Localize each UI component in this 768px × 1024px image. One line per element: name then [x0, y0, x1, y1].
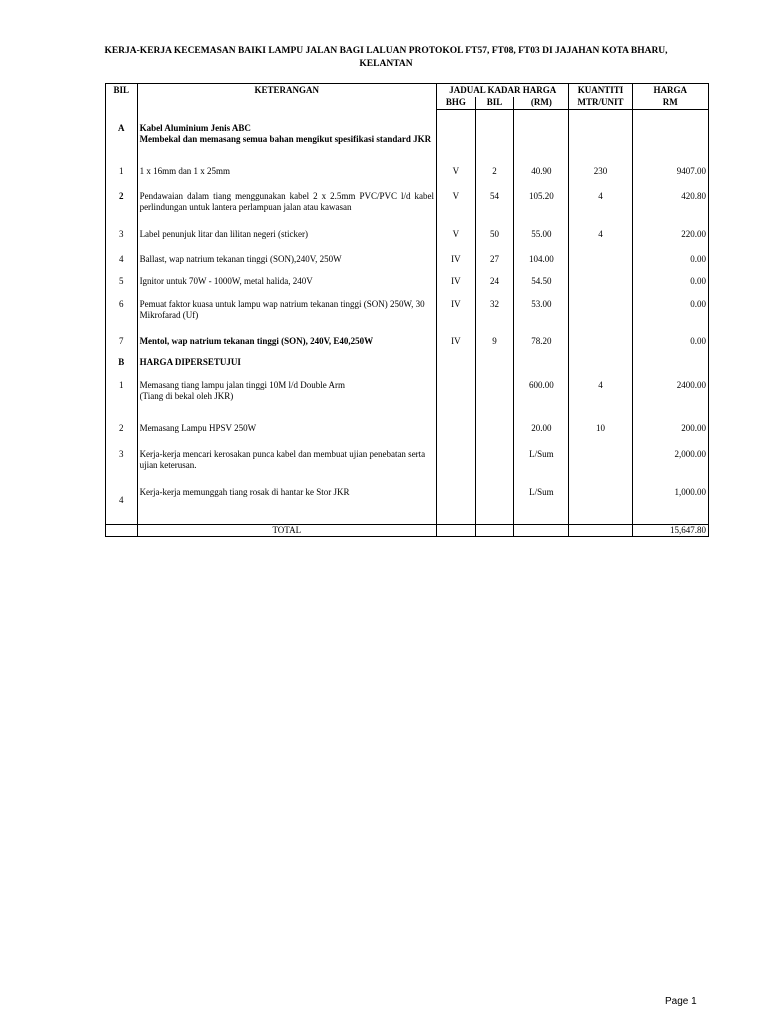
- row-bhg: IV: [437, 269, 476, 291]
- row-quantity: [569, 291, 632, 329]
- row-description: Kerja-kerja mencari kerosakan punca kabel dan membuat ujian penebatan serta ujian keterusan.: [137, 440, 436, 485]
- header-harga-rm: RM: [632, 97, 708, 110]
- row-rate: L/Sum: [514, 440, 569, 485]
- table-row: [106, 269, 709, 291]
- row-rate: 105.20: [514, 181, 569, 221]
- row-quantity: [569, 440, 632, 485]
- header-bil: BIL: [106, 84, 138, 110]
- row-amount: 0.00: [632, 244, 708, 269]
- row-quantity: 4: [569, 221, 632, 244]
- row-bhg: IV: [437, 329, 476, 351]
- row-quantity: 230: [569, 156, 632, 181]
- row-description: 1 x 16mm dan 1 x 25mm: [137, 156, 436, 181]
- row-quantity: [569, 485, 632, 525]
- document-title: KERJA-KERJA KECEMASAN BAIKI LAMPU JALAN BAGI LALUAN PROTOKOL FT57, FT08, FT03 DI JAJAHAN KOTA BHARU, KELANTAN: [104, 46, 668, 69]
- bill-of-quantities-table: [105, 83, 709, 537]
- row-description-note: (Tiang di bekal oleh JKR): [139, 390, 234, 401]
- table-row: [106, 329, 709, 351]
- row-quantity: 4: [569, 371, 632, 416]
- row-number: 6: [106, 291, 138, 329]
- row-quantity: [569, 269, 632, 291]
- header-mtr-unit: MTR/UNIT: [569, 97, 632, 110]
- row-rate: 55.00: [514, 221, 569, 244]
- row-description: Ignitor untuk 70W - 1000W, metal halida, 240V: [137, 269, 436, 291]
- row-bhg: V: [437, 221, 476, 244]
- row-amount: 200.00: [632, 416, 708, 440]
- row-bhg: IV: [437, 244, 476, 269]
- header-rm: (RM): [514, 97, 569, 110]
- row-rate: 600.00: [514, 371, 569, 416]
- row-amount: 0.00: [632, 269, 708, 291]
- section-subheading: Membekal dan memasang semua bahan mengikut spesifikasi standard JKR: [139, 133, 432, 144]
- row-description: Pemuat faktor kuasa untuk lampu wap natrium tekanan tinggi (SON) 250W, 30 Mikrofarad (Uf): [137, 291, 436, 329]
- row-amount: 2400.00: [632, 371, 708, 416]
- row-amount: 0.00: [632, 291, 708, 329]
- row-number: 3: [106, 221, 138, 244]
- section-a-heading-row: [106, 110, 709, 156]
- table-row: [106, 244, 709, 269]
- row-number: 2: [106, 416, 138, 440]
- row-description: Ballast, wap natrium tekanan tinggi (SON),240V, 250W: [137, 244, 436, 269]
- row-description: Kerja-kerja memunggah tiang rosak di hantar ke Stor JKR: [137, 485, 436, 525]
- row-number: 1: [106, 156, 138, 181]
- section-heading: HARGA DIPERSETUJUI: [137, 351, 436, 371]
- row-bil: 24: [475, 269, 514, 291]
- row-number: 4: [106, 244, 138, 269]
- row-number: 5: [106, 269, 138, 291]
- table-row: [106, 156, 709, 181]
- table-row: [106, 416, 709, 440]
- row-rate: L/Sum: [514, 485, 569, 525]
- row-description-cell: [137, 371, 436, 416]
- row-description: Label penunjuk litar dan lilitan negeri (sticker): [137, 221, 436, 244]
- header-bil-sub: BIL: [475, 97, 514, 110]
- row-bhg: V: [437, 181, 476, 221]
- row-bhg: V: [437, 156, 476, 181]
- total-label: TOTAL: [137, 525, 436, 537]
- row-amount: 220.00: [632, 221, 708, 244]
- row-description: Pendawaian dalam tiang menggunakan kabel 2 x 2.5mm PVC/PVC l/d kabel perlindungan untuk lantera perlampuan jalan atau kawasan: [137, 181, 436, 221]
- table-row: [106, 291, 709, 329]
- header-keterangan: KETERANGAN: [137, 84, 436, 110]
- table-row: [106, 485, 709, 525]
- total-amount: 15,647.80: [632, 525, 708, 537]
- row-description: Memasang Lampu HPSV 250W: [137, 416, 436, 440]
- row-quantity: [569, 329, 632, 351]
- row-rate: 40.90: [514, 156, 569, 181]
- row-amount: 9407.00: [632, 156, 708, 181]
- row-bil: 54: [475, 181, 514, 221]
- section-code: B: [106, 351, 138, 371]
- row-rate: 20.00: [514, 416, 569, 440]
- row-bil: 9: [475, 329, 514, 351]
- section-code: A: [106, 110, 138, 156]
- row-rate: 104.00: [514, 244, 569, 269]
- section-a-heading-cell: [137, 110, 436, 156]
- header-jadual-kadar-harga: JADUAL KADAR HARGA: [437, 84, 569, 97]
- header-kuantiti: KUANTITI: [569, 84, 632, 97]
- row-number: 2: [106, 181, 138, 221]
- row-number: 3: [106, 440, 138, 485]
- row-quantity: 10: [569, 416, 632, 440]
- row-amount: 420.80: [632, 181, 708, 221]
- row-number: 1: [106, 371, 138, 416]
- row-amount: 2,000.00: [632, 440, 708, 485]
- section-heading: Kabel Aluminium Jenis ABC: [139, 122, 251, 133]
- section-b-heading-row: [106, 351, 709, 371]
- row-bil: 27: [475, 244, 514, 269]
- row-rate: 54.50: [514, 269, 569, 291]
- row-number: 7: [106, 329, 138, 351]
- row-quantity: [569, 244, 632, 269]
- row-description: Memasang tiang lampu jalan tinggi 10M l/d Double Arm: [139, 379, 346, 390]
- row-amount: 0.00: [632, 329, 708, 351]
- table-row: [106, 181, 709, 221]
- table-row: [106, 440, 709, 485]
- row-bhg: IV: [437, 291, 476, 329]
- row-amount: 1,000.00: [632, 485, 708, 525]
- row-rate: 78.20: [514, 329, 569, 351]
- header-bhg: BHG: [437, 97, 476, 110]
- row-rate: 53.00: [514, 291, 569, 329]
- row-bil: 2: [475, 156, 514, 181]
- row-bil: 32: [475, 291, 514, 329]
- page-number: Page 1: [665, 996, 697, 1007]
- row-number: 4: [106, 485, 138, 525]
- row-quantity: 4: [569, 181, 632, 221]
- table-row: [106, 371, 709, 416]
- header-harga: HARGA: [632, 84, 708, 97]
- total-row: [106, 525, 709, 537]
- row-bil: 50: [475, 221, 514, 244]
- table-row: [106, 221, 709, 244]
- row-description: Mentol, wap natrium tekanan tinggi (SON), 240V, E40,250W: [137, 329, 436, 351]
